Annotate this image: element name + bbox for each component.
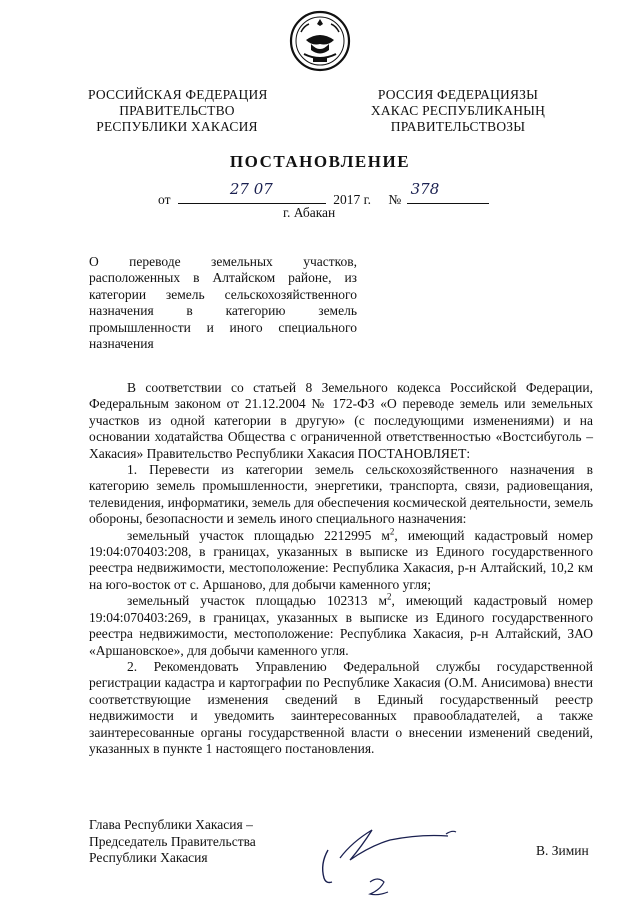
header-right-line: ПРАВИТЕЛЬСТВОЗЫ — [390, 119, 526, 134]
signature-line: Глава Республики Хакасия – — [89, 817, 253, 832]
handwritten-date: 27 07 — [229, 180, 273, 198]
number-field — [407, 180, 489, 204]
date-year: 2017 г. — [333, 192, 371, 207]
date-field — [178, 180, 326, 204]
date-prefix: от — [158, 192, 171, 207]
header-left — [88, 87, 266, 135]
body-text: , имеющий кадастровый номер 19:04:070403:208, в границах, указанных в выписке из Единого государственного реестра недвижимости, местоположение: Республика Хакасия, р-н Алтайский, 10,2 км на юго-восток от с. Аршаново, для добычи каменного угля; — [89, 527, 593, 592]
header-right-line: ХАКАС РЕСПУБЛИКАНЫҢ — [370, 103, 546, 118]
header-left-line: РЕСПУБЛИКИ ХАКАСИЯ — [96, 119, 258, 134]
signature-title — [89, 817, 256, 867]
header-right — [366, 87, 550, 135]
body-paragraph — [89, 528, 593, 594]
document-title: ПОСТАНОВЛЕНИЕ — [229, 152, 411, 171]
superscript: 2 — [387, 591, 392, 602]
coat-of-arms-icon — [289, 10, 351, 72]
body-paragraph — [89, 593, 593, 659]
document-body — [89, 380, 593, 757]
header-left-line: ПРАВИТЕЛЬСТВО — [119, 103, 235, 118]
handwritten-number: 378 — [410, 180, 440, 198]
header-right-line: РОССИЯ ФЕДЕРАЦИЯЗЫ — [377, 87, 539, 102]
body-text: , имеющий кадастровый номер 19:04:070403:269, в границах, указанных в выписке из Единого государственного реестра недвижимости, местоположение: Республика Хакасия, р-н Алтайский, ЗАО «Аршановское», для добычи каменного угля. — [89, 593, 593, 658]
handwritten-signature-icon — [310, 820, 470, 905]
signatory-name: В. Зимин — [536, 843, 589, 858]
signature-line: Председатель Правительства — [89, 833, 256, 849]
body-text: земельный участок площадью 2212995 м — [127, 527, 390, 543]
body-text: земельный участок площадью 102313 м — [127, 593, 388, 609]
number-sign: № — [388, 192, 402, 207]
subject-block: О переводе земельных участков, расположенных в Алтайском районе, из категории земель сельскохозяйственного назначения в категорию земель промышленности и иного специального назначения — [89, 254, 357, 352]
body-paragraph: 1. Перевести из категории земель сельскохозяйственного назначения в категорию земель промышленности, энергетики, транспорта, связи, радиовещания, телевидения, информатики, земель для обеспечения космической деятельности, земель обороны, безопасности и земель иного специального назначения: — [89, 462, 593, 527]
signature-line: Республики Хакасия — [89, 850, 208, 865]
header-left-line: РОССИЙСКАЯ ФЕДЕРАЦИЯ — [88, 87, 268, 102]
body-paragraph: В соответствии со статьей 8 Земельного кодекса Российской Федерации, Федеральным законом от 21.12.2004 № 172-ФЗ «О переводе земель или земельных участков из одной категории в другую» (с последующими изменениями) и на основании ходатайства Общества с ограниченной ответственностью «Востсибуголь – Хакасия» Правительство Республики Хакасия ПОСТАНОВЛЯЕТ: — [89, 380, 593, 461]
city: г. Абакан — [283, 205, 336, 220]
superscript: 2 — [389, 526, 395, 537]
body-paragraph: 2. Рекомендовать Управлению Федеральной службы государственной регистрации кадастра и картографии по Республике Хакасия (О.М. Анисимова) внести соответствующие изменения сведений в Единый государственный реестр недвижимости и уведомить заинтересованных правообладателей, а также заинтересованные органы государственной власти о внесении изменений сведений, указанных в пункте 1 настоящего постановления. — [89, 658, 593, 756]
